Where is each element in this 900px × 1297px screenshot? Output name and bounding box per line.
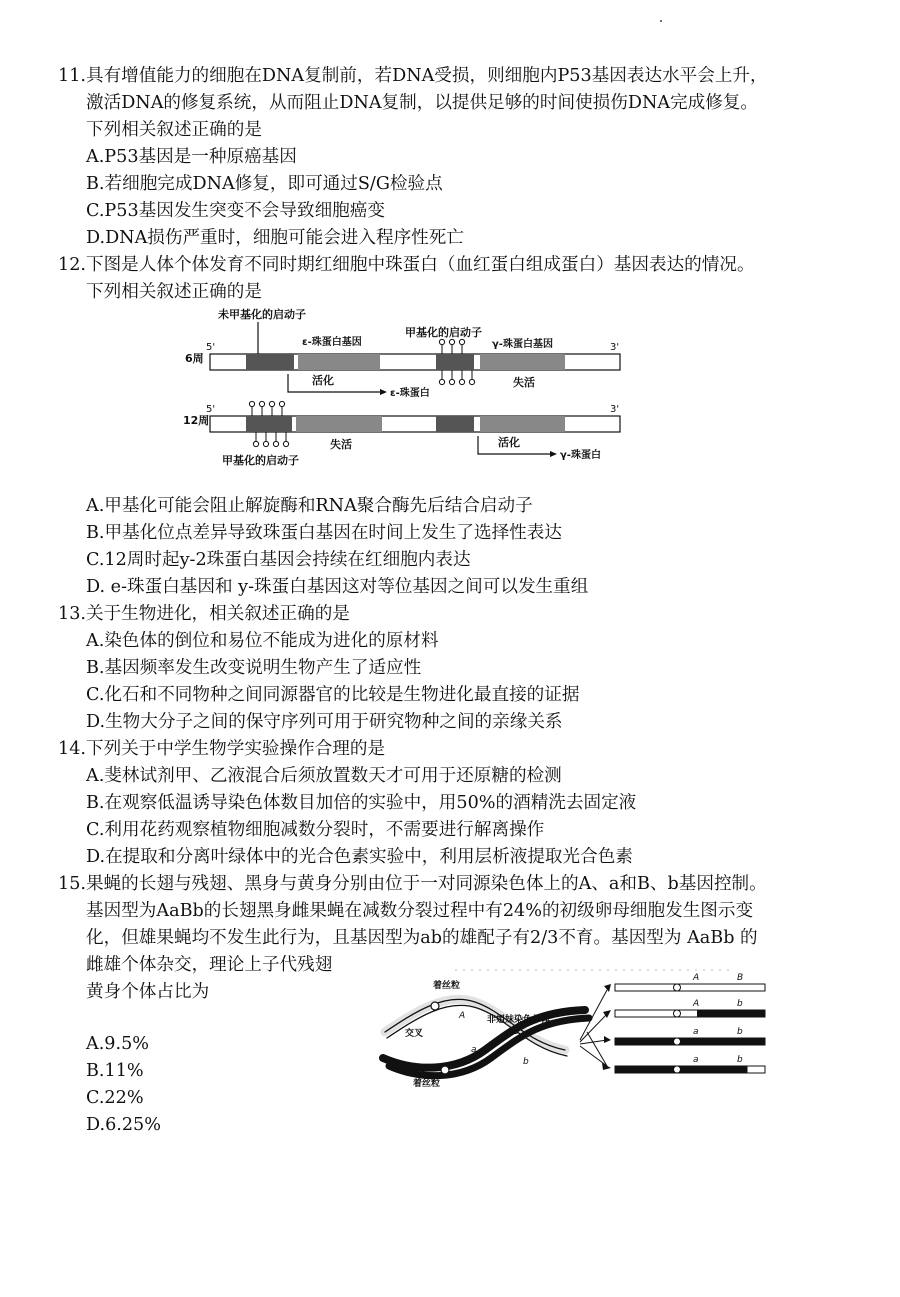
- question-15-option-d: D.6.25%: [86, 1115, 161, 1135]
- question-15-stem-line-3: 化，但雄果蝇均不发生此行为，且基因型为ab的雄配子有2/3不育。基因型为 AaBb 的: [86, 928, 758, 948]
- chromatid-2-dark-segment: [697, 1010, 765, 1017]
- question-11-stem-line-3: 下列相关叙述正确的是: [86, 120, 262, 140]
- row1-epsilon-promoter: [246, 354, 294, 370]
- question-14-option-b: B.在观察低温诱导染色体数目加倍的实验中，用50%的酒精洗去固定液: [86, 793, 637, 813]
- question-14-option-a: A.斐林试剂甲、乙液混合后须放置数天才可用于还原糖的检测: [86, 766, 562, 786]
- row1-five-prime: 5': [206, 342, 216, 353]
- question-12-option-a: A.甲基化可能会阻止解旋酶和RNA聚合酶先后结合启动子: [86, 496, 533, 516]
- question-13-stem: 13.关于生物进化，相关叙述正确的是: [58, 604, 350, 624]
- chromatid-3-left-gene: a: [693, 1027, 699, 1037]
- gene-a-label: a: [471, 1045, 477, 1055]
- chiasma-label: 交叉: [405, 1029, 424, 1039]
- row1-three-prime: 3': [610, 342, 620, 353]
- row1-gamma-promoter: [436, 354, 474, 370]
- question-11-option-a: A.P53基因是一种原癌基因: [86, 147, 297, 167]
- nonsister-chromatid-label: 非姐妹染色单体: [487, 1015, 551, 1025]
- chromatid-1-left-gene: A: [693, 973, 700, 983]
- question-11-option-c: C.P53基因发生突变不会导致细胞癌变: [86, 201, 385, 221]
- question-15-option-c: C.22%: [86, 1088, 144, 1108]
- epsilon-gene-label: ε-珠蛋白基因: [302, 337, 362, 348]
- question-15-stem-line-5: 黄身个体占比为: [86, 982, 210, 1002]
- question-13-option-c: C.化石和不同物种之间同源器官的比较是生物进化最直接的证据: [86, 685, 580, 705]
- chromatid-2-right-gene: b: [737, 999, 743, 1009]
- question-11-option-b: B.若细胞完成DNA修复，即可通过S/G检验点: [86, 174, 443, 194]
- chromatid-1-right-gene: B: [737, 973, 744, 983]
- row1-activate-label: 活化: [312, 374, 334, 387]
- chromatid-4: [615, 1066, 765, 1073]
- question-12-option-b: B.甲基化位点差异导致珠蛋白基因在时间上发生了选择性表达: [86, 523, 562, 543]
- chromatid-4-right-gene: b: [737, 1055, 743, 1065]
- question-14-option-c: C.利用花药观察植物细胞减数分裂时，不需要进行解离操作: [86, 820, 545, 840]
- chromatid-4-left-gene: a: [693, 1055, 699, 1065]
- row2-gamma-gene: [480, 416, 565, 432]
- question-13-option-b: B.基因频率发生改变说明生物产生了适应性: [86, 658, 422, 678]
- row-12-weeks-label: 12周: [183, 414, 210, 427]
- question-13-option-d: D.生物大分子之间的保守序列可用于研究物种之间的亲缘关系: [86, 712, 563, 732]
- row2-epsilon-gene: [296, 416, 382, 432]
- question-12-option-c: C.12周时起y-2珠蛋白基因会持续在红细胞内表达: [86, 550, 471, 570]
- question-11-stem-line-1: 11.具有增值能力的细胞在DNA复制前，若DNA受损，则细胞内P53基因表达水平会上升，: [58, 66, 768, 86]
- epsilon-protein-label: ε-珠蛋白: [390, 388, 430, 399]
- question-11-option-d: D.DNA损伤严重时，细胞可能会进入程序性死亡: [86, 228, 464, 248]
- question-11-stem-line-2: 激活DNA的修复系统，从而阻止DNA复制，以提供足够的时间使损伤DNA完成修复。: [86, 93, 759, 113]
- gamma-protein-label: γ-珠蛋白: [560, 450, 601, 461]
- chromatid-3: [615, 1038, 765, 1045]
- centromere-top: [431, 1002, 439, 1010]
- question-12-stem-line-1: 12.下图是人体个体发育不同时期红细胞中珠蛋白（血红蛋白组成蛋白）基因表达的情况。: [58, 255, 755, 275]
- question-13-option-a: A.染色体的倒位和易位不能成为进化的原材料: [86, 631, 439, 651]
- question-12-stem-line-2: 下列相关叙述正确的是: [86, 282, 262, 302]
- row2-gamma-promoter: [436, 416, 474, 432]
- methylated-promoter-label-top: 甲基化的启动子: [405, 326, 482, 339]
- question-15-option-b: B.11%: [86, 1061, 144, 1081]
- chromatid-4-light-tip: [747, 1066, 765, 1073]
- chromatid-1-centromere: [674, 984, 681, 991]
- chromatid-3-centromere: [674, 1038, 681, 1045]
- question-15-stem-line-4: 雌雄个体杂交，理论上子代残翅: [86, 955, 333, 975]
- row1-activation-arrow: [288, 374, 380, 392]
- question-15-stem-line-1: 15.果蝇的长翅与残翅、黑身与黄身分别由位于一对同源染色体上的A、a和B、b基因控制。: [58, 874, 767, 894]
- gene-B-label: B: [513, 1027, 520, 1037]
- question-15-stem-line-2: 基因型为AaBb的长翅黑身雌果蝇在减数分裂过程中有24%的初级卵母细胞发生图示变: [86, 901, 754, 921]
- gene-b-label: b: [523, 1057, 529, 1067]
- row2-inactivate-label: 失活: [330, 438, 352, 451]
- chromatid-2-centromere: [674, 1010, 681, 1017]
- methylated-promoter-label-bottom: 甲基化的启动子: [222, 454, 299, 467]
- unmethylated-promoter-label: 未甲基化的启动子: [218, 308, 306, 321]
- row1-inactivate-label: 失活: [513, 376, 535, 389]
- row1-epsilon-gene: [298, 354, 380, 370]
- centromere-label-bottom: 着丝粒: [413, 1079, 441, 1089]
- gamma-gene-label: γ-珠蛋白基因: [492, 339, 553, 350]
- gene-A-label: A: [459, 1011, 466, 1021]
- chromatid-4-centromere: [674, 1066, 681, 1073]
- outcome-arrows: [580, 990, 607, 1066]
- row-6-weeks-label: 6周: [185, 352, 204, 365]
- centromere-bottom: [441, 1066, 449, 1074]
- centromere-label-top: 着丝粒: [433, 981, 461, 991]
- row2-epsilon-promoter: [246, 416, 292, 432]
- row2-five-prime: 5': [206, 404, 216, 415]
- row2-three-prime: 3': [610, 404, 620, 415]
- gene-expression-figure: [180, 300, 650, 472]
- row1-arrowhead: [380, 389, 387, 395]
- crossing-over-figure: [375, 962, 775, 1092]
- question-12-option-d: D. e-珠蛋白基因和 y-珠蛋白基因这对等位基因之间可以发生重组: [86, 577, 589, 597]
- row2-activate-label: 活化: [498, 436, 520, 449]
- question-14-option-d: D.在提取和分离叶绿体中的光合色素实验中，利用层析液提取光合色素: [86, 847, 633, 867]
- question-15-option-a: A.9.5%: [86, 1034, 149, 1054]
- row1-gamma-gene: [480, 354, 565, 370]
- chromatid-2-left-gene: A: [693, 999, 700, 1009]
- chromatid-1: [615, 984, 765, 991]
- row2-arrowhead: [550, 451, 557, 457]
- chromatid-3-right-gene: b: [737, 1027, 743, 1037]
- scan-speck: [660, 20, 662, 22]
- question-14-stem: 14.下列关于中学生物学实验操作合理的是: [58, 739, 386, 759]
